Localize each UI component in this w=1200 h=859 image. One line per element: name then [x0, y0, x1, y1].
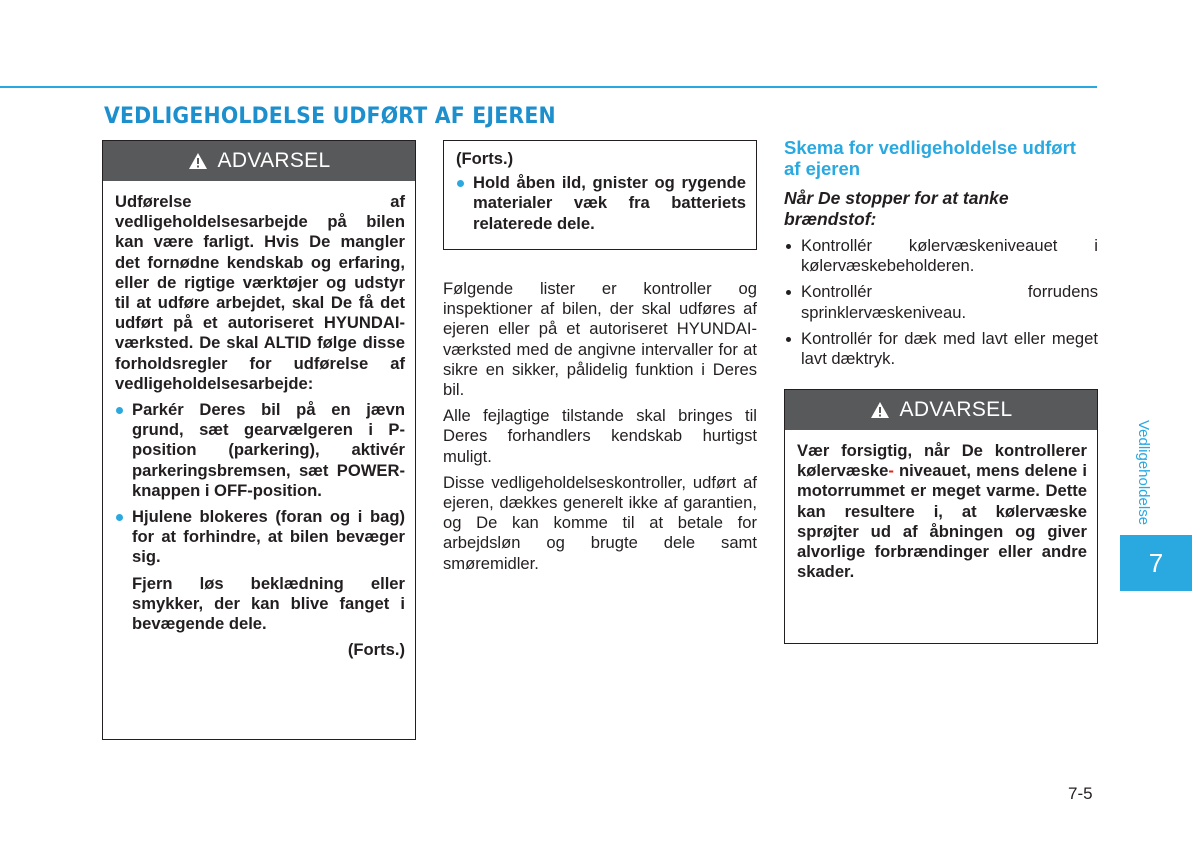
warning-text-part: niveauet, mens delene i motorrummet er meget varme. Dette kan resultere i, at kølervæske sprøjter ud af åbningen og giver alvorlige forbrændinger eller andre skader.	[797, 461, 1087, 582]
continued-label: (Forts.)	[456, 149, 514, 168]
warning-header	[103, 141, 415, 181]
warning-box-coolant	[784, 389, 1098, 644]
warning-title: ADVARSEL	[899, 398, 1013, 421]
section-title: VEDLIGEHOLDELSE UDFØRT AF EJEREN	[104, 104, 556, 129]
warning-extra-note: Fjern løs beklædning eller smykker, der kan blive fanget i bevægende dele.	[132, 573, 405, 634]
warning-title: ADVARSEL	[217, 149, 331, 172]
list-item: Kontrollér for dæk med lavt eller meget lavt dæktryk.	[784, 329, 1098, 369]
warning-header	[785, 390, 1097, 430]
chapter-label-text: Vedligeholdelse	[1135, 419, 1153, 525]
warning-continued-box	[443, 140, 757, 250]
warning-bullet: Hold åben ild, gnister og rygende materialer væk fra batteriets relaterede dele.	[456, 173, 746, 234]
warning-bullet: Parkér Deres bil på en jævn grund, sæt gearvælgeren i P-position (parkering), aktivér parkeringsbremsen, sæt POWER-knappen i OFF-position.	[115, 400, 405, 501]
chapter-tab: 7	[1120, 535, 1192, 591]
warning-bullet: Hjulene blokeres (foran og i bag) for at forhindre, at bilen bevæger sig.	[115, 507, 405, 568]
warning-text	[797, 441, 1087, 582]
list-item: Kontrollér forrudens sprinklervæskeniveau.	[784, 282, 1098, 322]
body-paragraph: Alle fejlagtige tilstande skal bringes til Deres forhandlers kendskab hurtigst muligt.	[443, 406, 757, 466]
continued-label: (Forts.)	[347, 640, 405, 660]
header-rule	[0, 86, 1097, 88]
chapter-side-label	[1132, 412, 1156, 532]
hyphen-mark: -	[888, 461, 894, 481]
warning-text-part: Vær forsigtig, når De kontrollerer kølervæske	[797, 441, 1087, 481]
warning-triangle-icon	[870, 401, 890, 419]
schedule-subheading: Når De stopper for at tanke brændstof:	[784, 188, 1009, 229]
schedule-heading: Skema for vedligeholdelse udført af ejeren	[784, 137, 1076, 179]
warning-box-maintenance	[102, 140, 416, 740]
schedule-list	[784, 236, 1098, 375]
warning-intro: Udførelse af vedligeholdelsesarbejde på bilen kan være farligt. Hvis De mangler det fornødne kendskab og erfaring, eller de rigtige værktøjer og udstyr til at udføre arbejdet, skal De få det udført på et autoriseret HYUNDAI-værksted. De skal ALTID følge disse forholdsregler for udførelse af vedligeholdelsesarbejde:	[115, 192, 405, 393]
warning-triangle-icon	[188, 152, 208, 170]
body-paragraph: Følgende lister er kontroller og inspektioner af bilen, der skal udføres af ejeren eller på et autoriseret HYUNDAI-værksted med de angivne intervaller for at sikre en sikker, pålidelig funktion i Deres bil.	[443, 279, 757, 400]
list-item: Kontrollér kølervæskeniveauet i kølervæskebeholderen.	[784, 236, 1098, 276]
page-number: 7-5	[1068, 784, 1093, 803]
body-paragraph: Disse vedligeholdelseskontroller, udført af ejeren, dækkes generelt ikke af garantien, og De kan komme til at betale for arbejdsløn og brugte dele samt smøremidler.	[443, 472, 757, 573]
body-text	[443, 279, 757, 580]
